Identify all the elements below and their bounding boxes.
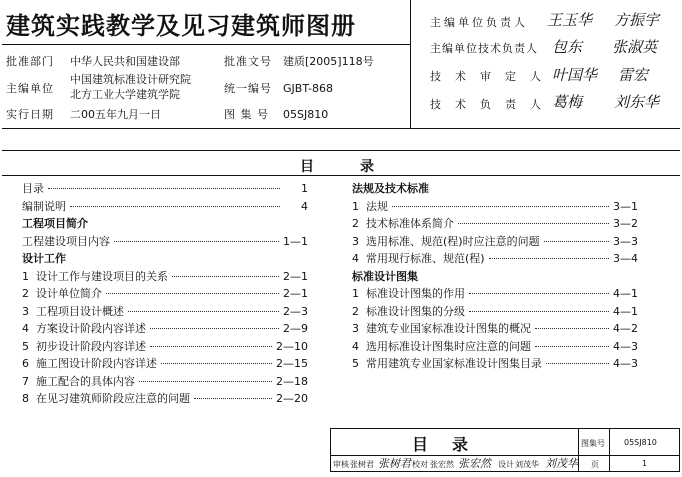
- toc-entry-text: 标准设计图集的分级: [366, 304, 465, 318]
- toc-entry[interactable]: [22, 268, 308, 282]
- toc-section-heading: 设计工作: [22, 252, 66, 265]
- toc-entry-page: 3—2: [613, 217, 638, 230]
- signature: 葛梅: [552, 93, 583, 111]
- toc-entry-text: 技术标准体系简介: [366, 217, 454, 230]
- signature: 包东: [552, 38, 583, 56]
- toc-entry-text: 目录: [22, 182, 44, 195]
- toc-entry-page: 4—1: [613, 304, 638, 318]
- approve-doc: 建质[2005]118号: [283, 55, 374, 68]
- header-split: [410, 0, 411, 128]
- toc-entry-text: 常用现行标准、规范(程): [366, 252, 485, 265]
- toc-leader-dots: [194, 398, 272, 399]
- signature: 张树君: [378, 457, 411, 470]
- toc-entry[interactable]: [22, 198, 308, 212]
- toc-heading-rule: [2, 175, 680, 176]
- signature: 方振宇: [614, 11, 660, 29]
- approve-dept: 中华人民共和国建设部: [70, 55, 180, 68]
- editor-line2: 北方工业大学建筑学院: [70, 88, 180, 101]
- resp-role: 技术负责人: [430, 98, 555, 111]
- toc-entry[interactable]: [22, 285, 308, 299]
- toc-entry-text: 工程建设项目内容: [22, 234, 110, 248]
- toc-entry[interactable]: [22, 390, 308, 404]
- editor-line1: 中国建筑标准设计研究院: [70, 73, 191, 86]
- toc-leader-dots: [469, 293, 609, 294]
- toc-entry[interactable]: [352, 285, 638, 299]
- approve-doc-label: 批准文号: [224, 55, 272, 68]
- toc-leader-dots: [546, 363, 609, 364]
- toc-entry-number: 3: [352, 234, 359, 248]
- toc-entry-number: 3: [22, 304, 29, 318]
- toc-entry-text: 设计单位简介: [36, 287, 102, 300]
- toc-entry-text: 设计工作与建设项目的关系: [36, 269, 168, 283]
- toc-leader-dots: [161, 363, 272, 364]
- toc-entry[interactable]: [352, 320, 638, 334]
- atlas-no: 05SJ810: [283, 108, 329, 121]
- unified-no-label: 统一编号: [224, 82, 272, 95]
- toc-entry-number: 2: [352, 217, 359, 230]
- toc-entry[interactable]: [22, 180, 308, 194]
- toc-entry-text: 在见习建筑师阶段应注意的问题: [36, 392, 190, 405]
- toc-entry[interactable]: [352, 233, 638, 247]
- toc-entry[interactable]: [352, 338, 638, 352]
- toc-entry-text: 方案设计阶段内容详述: [36, 322, 146, 335]
- toc-entry-text: 选用标准设计图集时应注意的问题: [366, 339, 531, 353]
- effective-label: 实行日期: [6, 108, 54, 121]
- toc-entry-number: 2: [352, 304, 359, 318]
- toc-entry-number: 6: [22, 357, 29, 370]
- header-bottom-rule: [2, 128, 680, 129]
- toc-entry[interactable]: [22, 303, 308, 317]
- toc-entry-number: 4: [352, 252, 359, 265]
- signature: 张宏然: [458, 457, 491, 470]
- footer-top-rule: [330, 428, 680, 429]
- page-value: 1: [642, 459, 648, 468]
- review-label: 审核: [333, 460, 349, 469]
- toc-entry-page: 2—3: [283, 304, 308, 318]
- toc-entry[interactable]: [22, 373, 308, 387]
- review-name: 张树君: [350, 460, 374, 469]
- toc-top-rule: [2, 150, 680, 151]
- signature: 叶国华: [552, 66, 598, 84]
- toc-leader-dots: [106, 293, 279, 294]
- toc-entry-page: 2—1: [283, 269, 308, 283]
- check-label: 校对: [412, 460, 428, 469]
- toc-entry-page: 4—3: [613, 357, 638, 370]
- design-label: 设计: [498, 460, 514, 469]
- footer-atlas-value: 05SJ810: [624, 438, 657, 447]
- effective-date: 二00五年九月一日: [70, 108, 161, 121]
- check-name: 张宏然: [430, 460, 454, 469]
- resp-role: 技术审定人: [430, 70, 555, 83]
- footer-atlas-label: 图集号: [581, 439, 605, 448]
- toc-entry-text: 选用标准、规范(程)时应注意的问题: [366, 234, 540, 248]
- toc-entry[interactable]: [22, 355, 308, 369]
- atlas-no-label: 图 集 号: [224, 108, 269, 121]
- toc-entry-page: 4—1: [613, 287, 638, 300]
- toc-heading-left: 目: [300, 159, 314, 175]
- signature: 雷宏: [618, 66, 649, 84]
- toc-leader-dots: [139, 381, 272, 382]
- atlas-title: 建筑实践教学及见习建筑师图册: [6, 12, 356, 40]
- toc-leader-dots: [128, 311, 279, 312]
- toc-entry-page: 4—3: [613, 339, 638, 353]
- footer-split: [609, 428, 610, 471]
- toc-leader-dots: [114, 241, 279, 242]
- toc-entry-text: 法规: [366, 199, 388, 213]
- editor-label: 主编单位: [6, 82, 54, 95]
- toc-section-heading: 法规及技术标准: [352, 182, 429, 195]
- unified-no: GJBT-868: [283, 82, 333, 95]
- toc-entry-page: 2—10: [276, 339, 308, 353]
- toc-entry-text: 标准设计图集的作用: [366, 287, 465, 300]
- toc-entry-number: 5: [22, 339, 29, 353]
- toc-entry-number: 3: [352, 322, 359, 335]
- toc-entry-number: 8: [22, 392, 29, 405]
- toc-heading-right: 录: [360, 159, 374, 175]
- toc-section-heading: 标准设计图集: [352, 269, 418, 283]
- toc-entry-page: 2—1: [283, 287, 308, 300]
- toc-entry-text: 施工配合的具体内容: [36, 374, 135, 388]
- signature: 张淑英: [612, 38, 658, 56]
- toc-section-heading: 工程项目简介: [22, 217, 88, 230]
- toc-entry-number: 5: [352, 357, 359, 370]
- signature: 刘东华: [614, 93, 660, 111]
- toc-entry-page: 1—1: [283, 234, 308, 248]
- toc-leader-dots: [535, 328, 609, 329]
- toc-leader-dots: [150, 328, 279, 329]
- toc-entry-number: 4: [22, 322, 29, 335]
- toc-entry[interactable]: [352, 198, 638, 212]
- toc-entry[interactable]: [352, 250, 638, 264]
- toc-entry[interactable]: [352, 215, 638, 229]
- toc-entry-page: 4: [301, 199, 308, 213]
- toc-entry-number: 4: [352, 339, 359, 353]
- toc-entry-page: 2—15: [276, 357, 308, 370]
- toc-leader-dots: [489, 258, 609, 259]
- toc-entry-number: 1: [22, 269, 29, 283]
- toc-entry-page: 2—20: [276, 392, 308, 405]
- toc-entry-text: 工程项目设计概述: [36, 304, 124, 318]
- toc-entry-page: 3—3: [613, 234, 638, 248]
- toc-entry[interactable]: [22, 338, 308, 352]
- toc-leader-dots: [392, 206, 609, 207]
- toc-entry-number: 7: [22, 374, 29, 388]
- toc-leader-dots: [172, 276, 279, 277]
- toc-leader-dots: [535, 346, 609, 347]
- page-label: 页: [591, 460, 599, 469]
- approve-dept-label: 批准部门: [6, 55, 54, 68]
- toc-entry-text: 常用建筑专业国家标准设计图集目录: [366, 357, 542, 370]
- footer-left-edge: [330, 428, 331, 471]
- signature: 王玉华: [547, 11, 593, 29]
- toc-leader-dots: [469, 311, 609, 312]
- toc-entry-number: 2: [22, 287, 29, 300]
- toc-leader-dots: [458, 223, 609, 224]
- toc-entry-page: 3—4: [613, 252, 638, 265]
- toc-entry-page: 3—1: [613, 199, 638, 213]
- toc-entry[interactable]: [22, 320, 308, 334]
- toc-leader-dots: [70, 206, 280, 207]
- toc-entry-text: 编制说明: [22, 199, 66, 213]
- toc-leader-dots: [150, 346, 272, 347]
- header-divider: [2, 44, 410, 45]
- toc-entry-number: 1: [352, 287, 359, 300]
- footer-title: 目录: [412, 435, 493, 454]
- resp-role: 主编单位技术负责人: [430, 42, 538, 55]
- resp-role: 主编单位负责人: [430, 16, 528, 29]
- footer-split: [578, 428, 579, 471]
- toc-entry-page: 1: [301, 182, 308, 195]
- toc-entry[interactable]: [352, 355, 638, 369]
- footer-bottom-rule: [330, 471, 680, 472]
- signature: 刘茂华: [545, 457, 578, 470]
- toc-entry-page: 2—9: [283, 322, 308, 335]
- toc-entry-number: 1: [352, 199, 359, 213]
- toc-entry[interactable]: [22, 233, 308, 247]
- toc-entry-page: 2—18: [276, 374, 308, 388]
- design-name: 刘茂华: [515, 460, 539, 469]
- toc-entry-text: 建筑专业国家标准设计图集的概况: [366, 322, 531, 335]
- toc-leader-dots: [544, 241, 609, 242]
- toc-leader-dots: [48, 188, 280, 189]
- toc-entry-page: 4—2: [613, 322, 638, 335]
- toc-entry[interactable]: [352, 303, 638, 317]
- toc-entry-text: 施工图设计阶段内容详述: [36, 357, 157, 370]
- footer-right-edge: [679, 428, 680, 471]
- toc-entry-text: 初步设计阶段内容详述: [36, 339, 146, 353]
